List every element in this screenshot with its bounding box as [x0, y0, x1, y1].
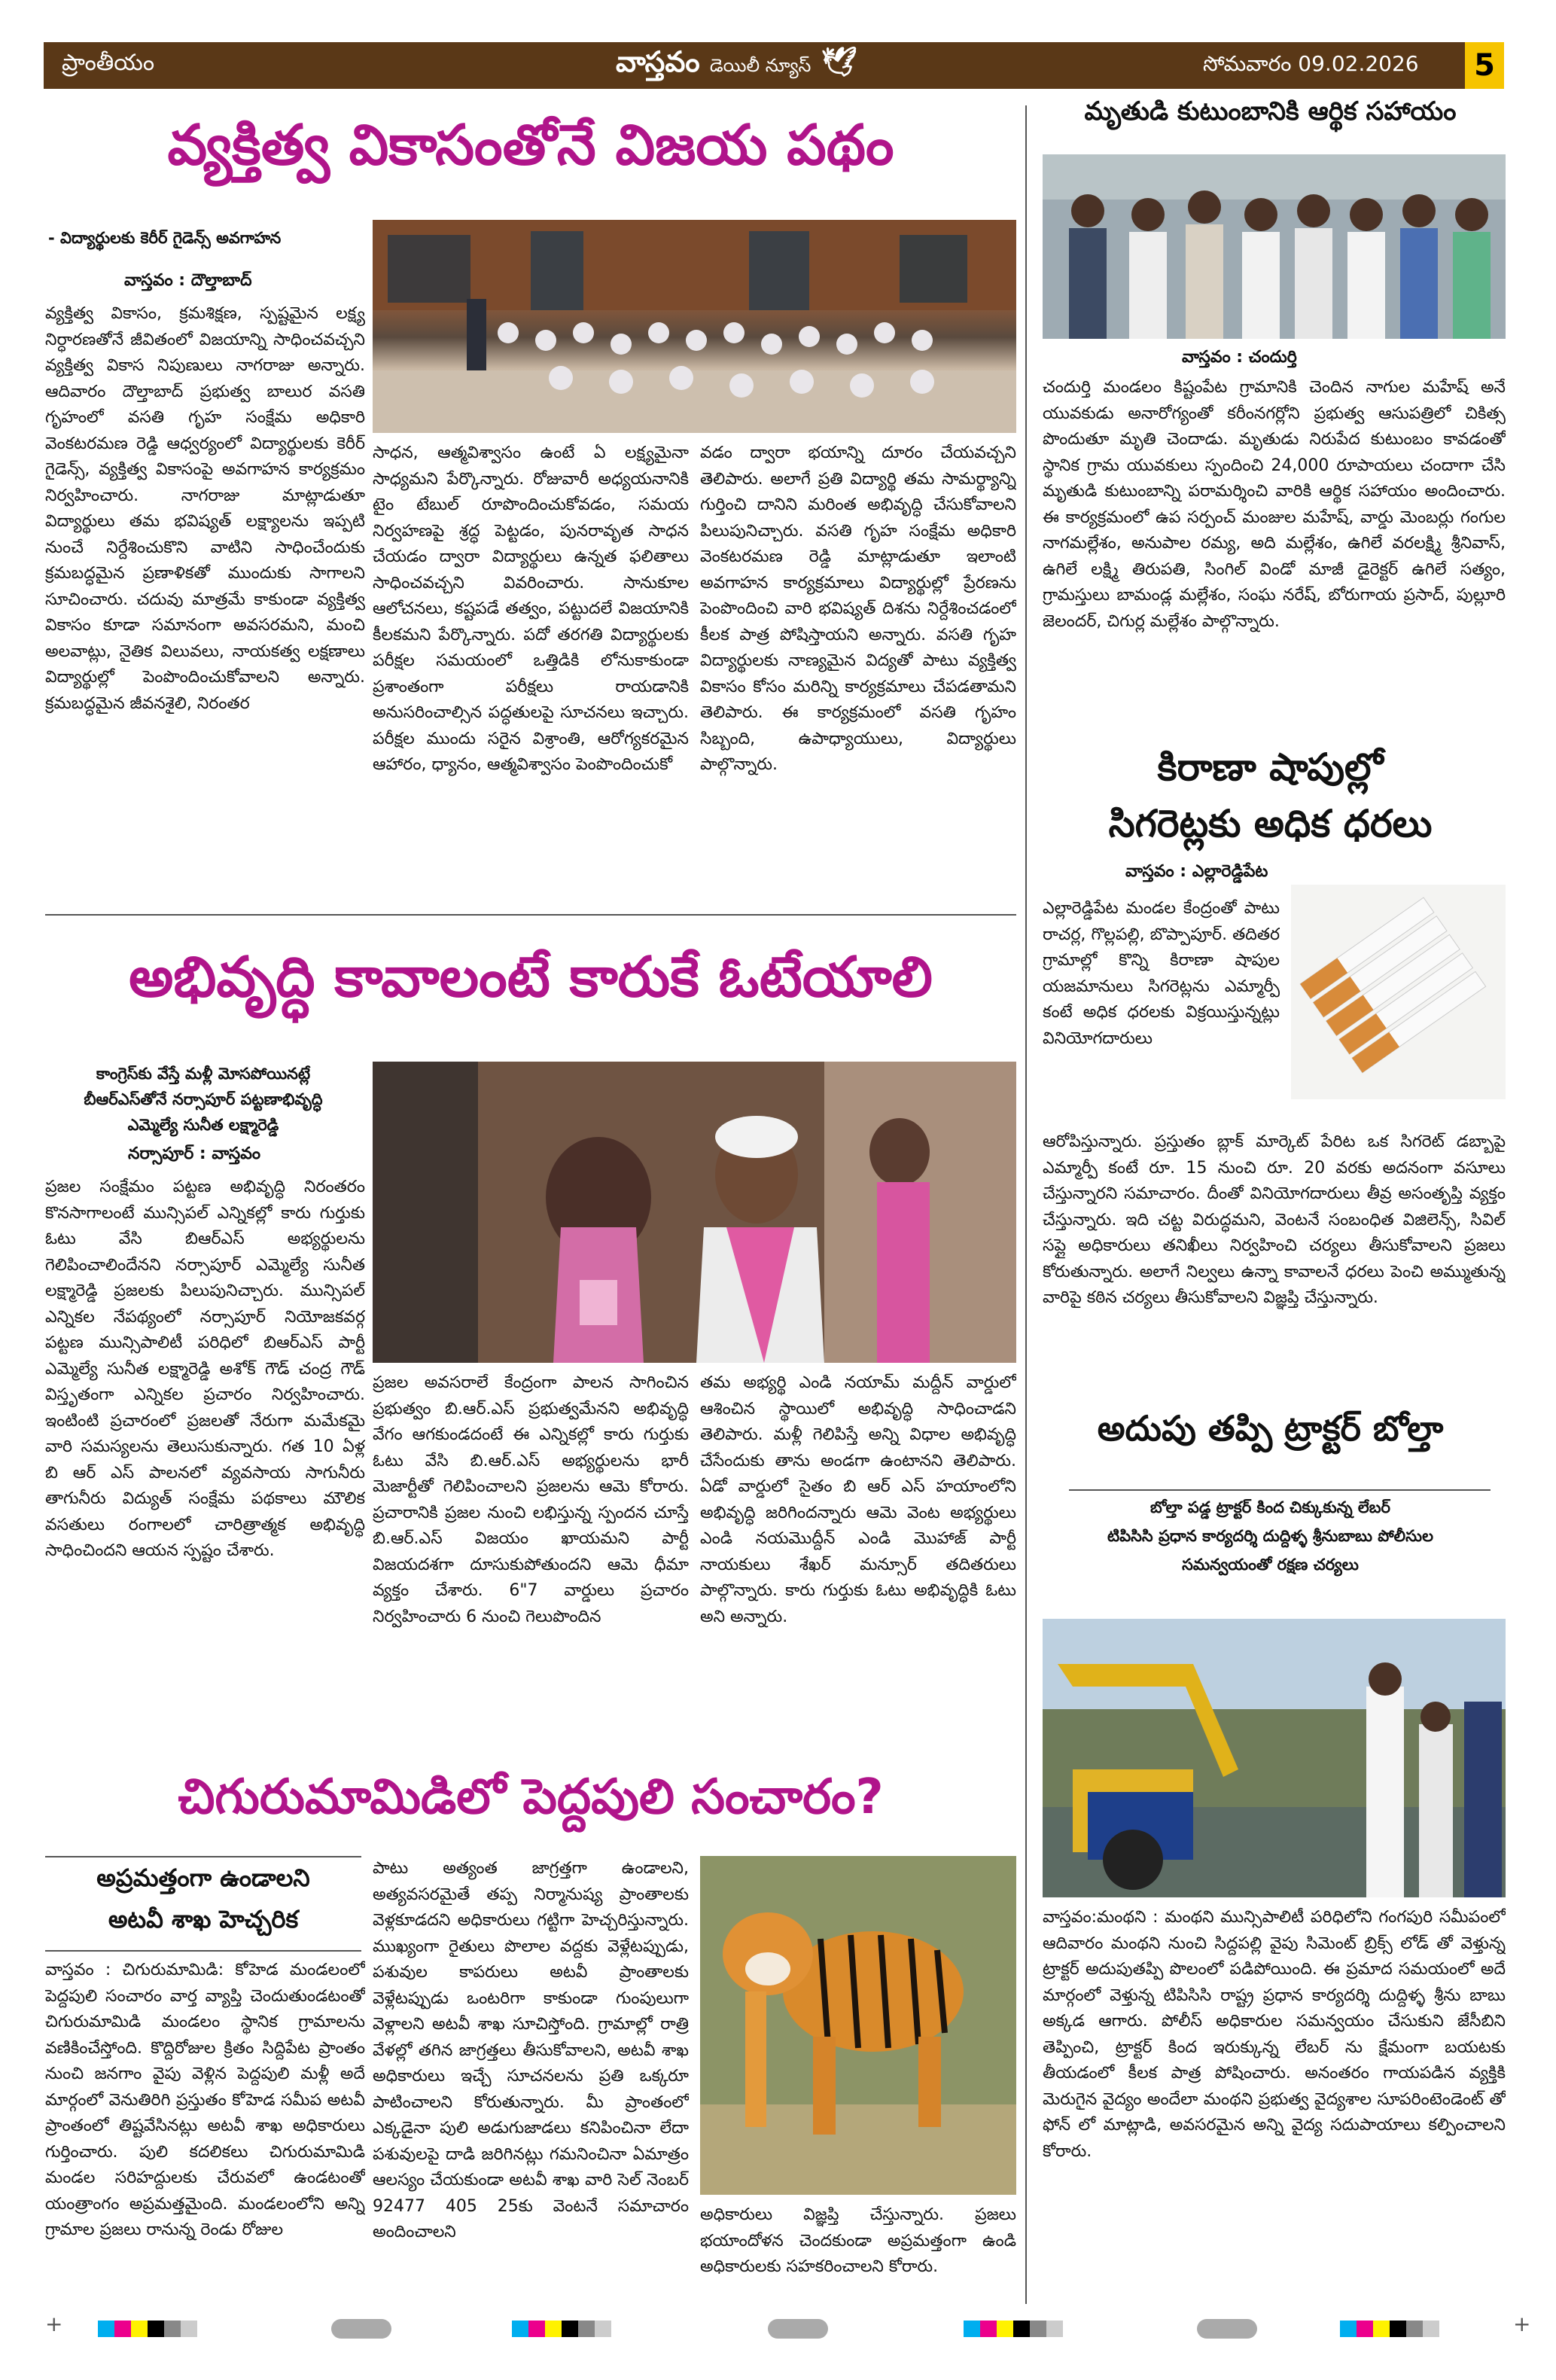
- a3-photo-tiger: [700, 1856, 1016, 2195]
- sub-divider-bottom: [45, 1950, 361, 1952]
- issue-date: సోమవారం 09.02.2026: [1203, 51, 1419, 76]
- a2-sub2: బీఆర్ఎస్‌తోనే నర్సాపూర్ పట్టణాభివృద్ధి: [84, 1090, 323, 1108]
- color-bar: [98, 2321, 197, 2340]
- color-bar: [512, 2321, 611, 2340]
- a1-headline: వ్యక్తిత్వ వికాసంతోనే విజయ పథం: [167, 113, 894, 178]
- r3-sub1: బోల్తా పడ్డ ట్రాక్టర్ కింద చిక్కుకున్న లేబర్: [1149, 1498, 1390, 1516]
- a3-sub2: అటవీ శాఖ హెచ్చరిక: [108, 1905, 299, 1934]
- students-image: [373, 220, 1016, 433]
- r1-headline: మృతుడి కుటుంబానికి ఆర్థిక సహాయం: [1084, 96, 1457, 126]
- logo-text: వాస్తవం: [616, 45, 700, 78]
- tractor-image: [1043, 1619, 1506, 1897]
- a3-col1: వాస్తవం : చిగురుమామిడి: కోహెడ మండలంలో పెద్దపులి సంచారం వార్త వ్యాప్తి చెందుతుండటంతో చిగురుమామిడి మండలం స్థానిక గ్రామాలను వణికించేస్తోంది. కొద్దిరోజుల క్రితం సిద్దిపేట ప్రాంతం నుంచి జనగాం వైపు వెళ్లిన పెద్దపులి మళ్లీ అదే మార్గంలో వెనుతిరిగి ప్రస్తుతం కోహెడ సమీప అటవీ ప్రాంతంలో తిష్టవేసినట్లు అటవీ శాఖ అధికారులు గుర్తించారు. పులి కదలికలు చిగురుమామిడి మండల సరిహద్దులకు చేరువలో ఉండటంతో యంత్రాంగం అప్రమత్తమైంది. మండలంలోని అన్ని గ్రామాల ప్రజలు రానున్న రెండు రోజుల: [45, 1961, 365, 2239]
- divider: [45, 914, 1016, 916]
- column-rule: [1025, 105, 1027, 2304]
- newspaper-logo: [616, 45, 857, 86]
- a3-headline: చిగురుమామిడిలో పెద్దపులి సంచారం?: [178, 1769, 884, 1825]
- r2-photo-cigarettes: [1291, 885, 1506, 1099]
- a3-col3: అధికారులు విజ్ఞప్తి చేస్తున్నారు. ప్రజలు భయాందోళన చెందకుండా అప్రమత్తంగా ఉండి అధికారులకు సహకరించాలని కోరారు.: [700, 2205, 1016, 2276]
- r2-body-bottom: ఆరోపిస్తున్నారు. ప్రస్తుతం బ్లాక్ మార్కెట్ పేరిట ఒక సిగరెట్ డబ్బాపై ఎమ్మార్పీ కంటే రూ. 15 నుంచి రూ. 20 వరకు అదనంగా వసూలు చేస్తున్నారని సమాచారం. దీంతో వినియోగదారులు తీవ్ర అసంతృప్తి వ్యక్తం చేస్తున్నారు. ఇది చట్ట విరుద్ధమని, వెంటనే సంబంధిత విజిలెన్స్, సివిల్ సప్లై అధికారులు తనిఖీలు నిర్వహించి చర్యలు తీసుకోవాలని ప్రజలు కోరుతున్నారు. అలాగే నిల్వలు ఉన్నా కావాలనే ధరలు పెంచి అమ్ముతున్న వారిపై కఠిన చర్యలు తీసుకోవాలని విజ్ఞప్తి చేస్తున్నారు.: [1043, 1132, 1506, 1307]
- r3-headline: అదుపు తప్పి ట్రాక్టర్ బోల్తా: [1097, 1408, 1444, 1449]
- a1-subhead: - విద్యార్థులకు కెరీర్ గైడెన్స్ అవగాహన: [48, 229, 282, 247]
- cigarettes-image: [1291, 885, 1506, 1099]
- r2-head1: కిరాణా షాపుల్లో: [1157, 745, 1384, 789]
- a2-col1: ప్రజల సంక్షేమం పట్టణ అభివృద్ధి నిరంతరం కొనసాగాలంటే మున్సిపల్ ఎన్నికల్లో కారు గుర్తుకు ఓటు వేసి బిఆర్ఎస్ అభ్యర్థులను గెలిపించాలిందేనని నర్సాపూర్ ఎమ్మెల్యే సునీత లక్ష్మారెడ్డి ప్రజలకు పిలుపునిచ్చారు. మున్సిపల్ ఎన్నికల నేపథ్యంలో నర్సాపూర్ నియోజకవర్గ పట్టణ మున్సిపాలిటీ పరిధిలో బిఆర్ఎస్ పార్టీ ఎమ్మెల్యే సునీత లక్ష్మారెడ్డి అశోక్ గౌడ్ చంద్ర గౌడ్ విస్తృతంగా ఎన్నికల ప్రచారం నిర్వహించారు. ఇంటింటి ప్రచారంలో ప్రజలతో నేరుగా మమేకమై వారి సమస్యలను తెలుసుకున్నారు. గత 10 ఏళ్ల బి ఆర్ ఎస్ పాలనలో వ్యవసాయ సాగునీరు తాగునీరు విద్యుత్ సంక్షేమ పథకాలు మౌలిక వసతులు రంగాలలో చారిత్రాత్మక అభివృద్ధి సాధించిందని ఆయన స్పష్టం చేశారు.: [45, 1178, 365, 1560]
- r3-photo-tractor: [1043, 1619, 1506, 1897]
- a2-col3: తమ అభ్యర్థి ఎండి నయామ్ మద్దీన్ వార్డులో ఆశించిన స్థాయిలో అభివృద్ధి సాధించాడని తెలిపారు. మళ్లీ గెలిపిస్తే అన్ని విధాల అభివృద్ధి చేసేందుకు తాను అండగా ఉంటానని తెలిపారు. ఏడో వార్డులో సైతం బి ఆర్ ఎస్ హయాంలోని అభివృద్ధి జరిగిందన్నారు ఆమె వెంట అభ్యర్థులు ఎండి నయమొద్దీన్ ఎండి మొహాజ్ పార్టీ నాయకులు శేఖర్ మన్సూర్ తదితరులు పాల్గొన్నారు. కారు గుర్తుకు ఓటు అభివృద్ధికి ఓటు అని అన్నారు.: [700, 1373, 1016, 1626]
- sub-divider-top: [45, 1856, 361, 1857]
- r2-body-top: ఎల్లారెడ్డిపేట మండల కేంద్రంతో పాటు రాచర్ల, గొల్లపల్లి, బొప్పాపూర్. తదితర గ్రామాల్లో కొన్ని కిరాణా షాపుల యజమానులు సిగరెట్లను ఎమ్మార్పీ కంటే అధిక ధరలకు విక్రయిస్తున్నట్లు వినియోగదారులు: [1043, 899, 1280, 1048]
- r1-dateline: వాస్తవం : చందుర్తి: [1182, 348, 1297, 367]
- section-label: ప్రాంతీయం: [62, 50, 155, 76]
- r3-sub3: సమన్వయంతో రక్షణ చర్యలు: [1182, 1556, 1359, 1574]
- a1-col1: వ్యక్తిత్వ వికాసం, క్రమశిక్షణ, స్పష్టమైన లక్ష్య నిర్ధారణతోనే జీవితంలో విజయాన్ని సాధించవచ్చని వ్యక్తిత్వ వికాస నిపుణులు నాగరాజు అన్నారు. ఆదివారం దౌల్తాబాద్ ప్రభుత్వ బాలుర వసతి గృహంలో వసతి గృహ సంక్షేమ అధికారి వెంకటరమణ రెడ్డి ఆధ్వర్యంలో విద్యార్థులకు కెరీర్ గైడెన్స్, వ్యక్తిత్వ వికాసంపై అవగాహన కార్యక్రమం నిర్వహించారు. నాగరాజు మాట్లాడుతూ విద్యార్థులు తమ భవిష్యత్ లక్ష్యాలను ఇప్పటి నుంచే నిర్దేశించుకొని వాటిని సాధించేందుకు క్రమబద్ధమైన ప్రణాళికతో ముందుకు సాగాలని సూచించారు. చదువు మాత్రమే కాకుండా వ్యక్తిత్వ వికాసం కూడా సమానంగా అవసరమని, మంచి అలవాట్లు, నైతిక విలువలు, నాయకత్వ లక్షణాలు విద్యార్థుల్లో పెంపొందించుకోవాలని అన్నారు. క్రమబద్ధమైన జీవనశైలి, నిరంతర: [45, 304, 365, 713]
- a2-headline: అభివృద్ధి కావాలంటే కారుకే ఓటేయాలి: [129, 945, 933, 1010]
- registration-mark: [331, 2319, 391, 2339]
- a1-col3: వడం ద్వారా భయాన్ని దూరం చేయవచ్చని తెలిపారు. అలాగే ప్రతి విద్యార్థి తమ సామర్థ్యాన్ని గుర్తించి దానిని మరింత అభివృద్ధి చేసుకోవాలని పిలుపునిచ్చారు. వసతి గృహ సంక్షేమ అధికారి వెంకటరమణ రెడ్డి మాట్లాడుతూ ఇలాంటి అవగాహన కార్యక్రమాలు విద్యార్థుల్లో ప్రేరణను పెంపొందించి వారి భవిష్యత్ దిశను నిర్దేశించడంలో కీలక పాత్ర పోషిస్తాయని అన్నారు. వసతి గృహ విద్యార్థులకు నాణ్యమైన విద్యతో పాటు వ్యక్తిత్వ వికాసం కోసం మరిన్ని కార్యక్రమాలు చేపడతామని తెలిపారు. ఈ కార్యక్రమంలో వసతి గృహం సిబ్బంది, ఉపాధ్యాయులు, విద్యార్థులు పాల్గొన్నారు.: [700, 443, 1016, 774]
- a2-col2: ప్రజల అవసరాలే కేంద్రంగా పాలన సాగించిన ప్రభుత్వం బి.ఆర్.ఎస్ ప్రభుత్వమేనని అభివృద్ధి వేగం ఆగకుండదంటే ఈ ఎన్నికల్లో కారు గుర్తుకు ఓటు వేసి బి.ఆర్.ఎస్ అభ్యర్థులను భారీ మెజార్టీతో గెలిపించాలని ప్రజలను ఆమె కోరారు. ప్రచారానికి ప్రజల నుంచి లభిస్తున్న స్పందన చూస్తే బి.ఆర్.ఎస్ విజయం ఖాయమని పార్టీ విజయదశగా దూసుకుపోతుందని ఆమె ధీమా వ్యక్తం చేశారు. 6"7 వార్డులు ప్రచారం నిర్వహించారు 6 నుంచి గెలుపొందిన: [373, 1373, 689, 1626]
- color-bar: [964, 2321, 1063, 2340]
- r3-sub2: టిపిసిసి ప్రధాన కార్యదర్శి దుద్దిళ్ళ శ్రీనుబాబు పోలీసుల: [1107, 1527, 1433, 1545]
- r1-photo-group: [1043, 154, 1506, 339]
- masthead-bar: [44, 42, 1504, 89]
- tiger-image: [700, 1856, 1016, 2195]
- a1-photo-students: [373, 220, 1016, 433]
- a2-sub3: ఎమ్మెల్యే సునీత లక్ష్మారెడ్డి: [127, 1116, 279, 1134]
- a3-col2: పాటు అత్యంత జాగ్రత్తగా ఉండాలని, అత్యవసరమైతే తప్ప నిర్మానుష్య ప్రాంతాలకు వెళ్లకూడదని అధికారులు గట్టిగా హెచ్చరిస్తున్నారు. ముఖ్యంగా రైతులు పొలాల వద్దకు వెళ్లేటప్పుడు, పశువుల కాపరులు అటవీ ప్రాంతాలకు వెళ్లేటప్పుడు ఒంటరిగా కాకుండా గుంపులుగా వెళ్లాలని అటవీ శాఖ సూచిస్తోంది. గ్రామాల్లో రాత్రి వేళల్లో తగిన జాగ్రత్తలు తీసుకోవాలని, అటవీ శాఖ అధికారులు ఇచ్చే సూచనలను ప్రతి ఒక్కరూ పాటించాలని కోరుతున్నారు. మీ ప్రాంతంలో ఎక్కడైనా పులి అడుగుజాడలు కనిపించినా లేదా పశువులపై దాడి జరిగినట్లు గమనించినా ఏమాత్రం ఆలస్యం చేయకుండా అటవీ శాఖ వారి సెల్ నెంబర్ 92477 405 25కు వెంటనే సమాచారం అందించాలని: [373, 1859, 689, 2241]
- r2-dateline: వాస్తవం : ఎల్లారెడ్డిపేట: [1125, 862, 1268, 881]
- a1-dateline: వాస్తవం : దౌల్తాబాద్: [124, 271, 252, 290]
- crop-mark-icon: +: [45, 2311, 63, 2336]
- r2-head2: సిగరెట్లకు అధిక ధరలు: [1108, 802, 1433, 846]
- a2-photo-campaign: [373, 1062, 1016, 1363]
- crop-mark-icon: +: [1513, 2311, 1531, 2336]
- r1-body: చందుర్తి మండలం కిష్టంపేట గ్రామానికి చెందిన నాగుల మహేష్ అనే యువకుడు అనారోగ్యంతో కరీంనగర్లోని ప్రభుత్వ ఆసుపత్రిలో చికిత్స పొందుతూ మృతి చెందాడు. మృతుడు నిరుపేద కుటుంబం కావడంతో స్థానిక గ్రామ యువకులు స్పందించి 24,000 రూపాయలు చందాగా చేసి మృతుడి కుటుంబాన్ని పరామర్శించి వారికి ఆర్థిక సహాయం అందించారు. ఈ కార్యక్రమంలో ఉప సర్పంచ్ మంజుల మహేష్, వార్డు మెంబర్లు గంగుల నాగమల్లేశం, అనుపాల రమ్య, అది మల్లేశం, ఉగిలే వరలక్ష్మి శ్రీనివాస్, ఉగిలే లక్ష్మి తిరుపతి, సింగిల్ విండో మాజీ డైరెక్టర్ ఉగిలే సత్యం, గ్రామస్తులు బామండ్ల మల్లేశం, సంఘ నరేష్, బోరుగాయ ప్రసాద్, పుల్లూరి జెలందర్, చిగుర్ల మల్లేశం పాల్గొన్నారు.: [1043, 378, 1506, 631]
- a1-col2: సాధన, ఆత్మవిశ్వాసం ఉంటే ఏ లక్ష్యమైనా సాధ్యమని పేర్కొన్నారు. రోజువారీ అధ్యయనానికి టైం టేబుల్ రూపొందించుకోవడం, సమయ నిర్వహణపై శ్రద్ధ పెట్టడం, పునరావృత సాధన చేయడం ద్వారా విద్యార్థులు ఉన్నత ఫలితాలు సాధించవచ్చని వివరించారు. సానుకూల ఆలోచనలు, కష్టపడే తత్వం, పట్టుదలే విజయానికి కీలకమని పేర్కొన్నారు. పదో తరగతి విద్యార్థులకు పరీక్షల సమయంలో ఒత్తిడికి లోనుకాకుండా ప్రశాంతంగా పరీక్షలు రాయడానికి అనుసరించాల్సిన పద్ధతులపై సూచనలు ఇచ్చారు. పరీక్షల ముందు సరైన విశ్రాంతి, ఆరోగ్యకరమైన ఆహారం, ధ్యానం, ఆత్మవిశ్వాసం పెంపొందించుకో: [373, 443, 689, 774]
- logo-sub: డెయిలీ న్యూస్: [709, 55, 811, 76]
- registration-mark: [1197, 2319, 1257, 2339]
- page-number: 5: [1465, 42, 1504, 89]
- a2-sub1: కాంగ్రెస్‌కు వేస్తే మళ్లీ మోసపోయినట్లే: [96, 1065, 311, 1083]
- r3-body: వాస్తవం:మంథని : మంథని మున్సిపాలిటీ పరిధిలోని గంగపురి సమీపంలో ఆదివారం మంథని నుంచి సిద్దపల్లి వైపు సిమెంట్ బ్రిక్స్ లోడ్ తో వెళ్తున్న ట్రాక్టర్ అదుపుతప్పి పొలంలో పడిపోయింది. ఈ ప్రమాద సమయంలో అదే మార్గంలో వెళ్తున్న టిపిసిసి రాష్ట్ర ప్రధాన కార్యదర్శి దుద్దిళ్ళ శ్రీను బాబు అక్కడ ఆగారు. పోలీస్ అధికారుల సమన్వయం చేసుకుని జేసీబిని తెప్పించి, ట్రాక్టర్ కింద ఇరుక్కున్న లేబర్ ను క్షేమంగా బయటకు తీయడంలో కీలక పాత్ర పోషించారు. అనంతరం గాయపడిన వ్యక్తికి మెరుగైన వైద్యం అందేలా మంథని ప్రభుత్వ వైద్యశాల సూపరింటెండెంట్ తో ఫోన్ లో మాట్లాడి, అవసరమైన అన్ని వైద్య సదుపాయాలు కల్పించాలని కోరారు.: [1043, 1908, 1506, 2161]
- campaign-image: [373, 1062, 1016, 1363]
- bird-icon: 🕊: [821, 45, 857, 78]
- registration-mark: [768, 2319, 828, 2339]
- r3-rule: [1069, 1489, 1491, 1491]
- a2-dateline: నర్సాపూర్ : వాస్తవం: [128, 1144, 261, 1163]
- group-image: [1043, 154, 1506, 339]
- color-bar: [1340, 2321, 1439, 2340]
- a3-sub1: అప్రమత్తంగా ఉండాలని: [96, 1863, 310, 1892]
